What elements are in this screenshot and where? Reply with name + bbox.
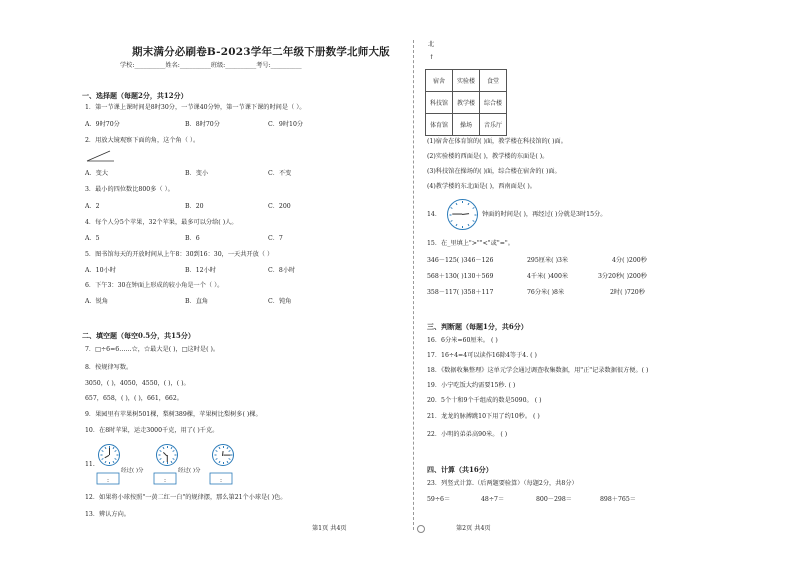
calc-2: 48÷7＝ <box>481 496 505 503</box>
clock-tick <box>112 447 114 449</box>
calc-4: 898＋765＝ <box>600 496 636 503</box>
campus-map-grid <box>425 69 507 136</box>
exam-title: 期末满分必刷卷B-2023学年二年级下册数学北师大版 <box>132 46 390 58</box>
clock-minute-hand <box>452 214 462 215</box>
section-fill-heading: 二、填空题（每空0.5分，共15分） <box>82 331 195 340</box>
question-10: 10．在8时苹果，运走3000千克，用了( )千克。 <box>85 427 219 434</box>
map-cell: 食堂 <box>480 70 507 92</box>
clock-minute-hand <box>223 455 230 456</box>
compare-r3c3: 2时( )720秒 <box>610 289 645 296</box>
clock-tick <box>215 450 217 452</box>
map-cell: 科技馆 <box>426 92 453 114</box>
question-6: 6．下午3：30在钟面上形成的较小角是一个（ ）。 <box>85 282 224 289</box>
question-7: 7．□÷6=6……☆，☆最大是( )，□这时是( )。 <box>85 346 220 353</box>
q4-option-b: B．6 <box>185 235 200 242</box>
q3-option-a: A．2 <box>85 203 100 210</box>
question-8-row-b: 657，658，( )，( )，661，662。 <box>85 395 183 402</box>
clock-tick <box>229 458 231 460</box>
compare-r3c2: 76分米( )8米 <box>527 289 565 296</box>
clock-tick <box>173 458 175 460</box>
question-14-number: 14． <box>427 211 442 218</box>
page-divider <box>413 40 414 530</box>
clock-tick <box>170 461 172 463</box>
judge-21: 21．龙龙的脉搏跳10下用了约10秒。 ( ) <box>427 413 540 420</box>
question-8-row-a: 3050，( )，4050，4550，( )，( )。 <box>85 380 190 387</box>
angle-figure <box>86 148 116 162</box>
svg-text::: : <box>163 477 167 484</box>
question-1: 1．第一节课上课时间是8时30分，一节课40分钟，第一节课下课的时间是（ ）。 <box>85 104 306 111</box>
clock-tick <box>174 455 176 456</box>
question-4: 4．每个人分5个苹果，32个苹果，最多可以分给( )人。 <box>85 219 238 226</box>
clock-hour-hand <box>462 213 469 215</box>
clock-tick <box>468 224 470 226</box>
judge-20: 20．5个十和9个千组成的数是5090。 ( ) <box>427 397 542 404</box>
clock-tick <box>455 203 457 205</box>
section-choice-heading: 一、选择题（每题2分，共12分） <box>82 91 188 100</box>
q2-option-c: C．不变 <box>268 170 292 177</box>
clock-tick <box>100 455 102 456</box>
question-5: 5．图书馆每天的开放时间从上午8：30到16：30，一天共开放（ ） <box>85 251 274 258</box>
clock-2 <box>156 444 178 466</box>
clock-tick <box>223 446 224 448</box>
direction-q2: (2)实验楼的西面是( )，教学楼的东面是( )。 <box>427 153 549 160</box>
q11-time-boxes <box>96 471 234 485</box>
q5-option-b: B．12小时 <box>185 267 216 274</box>
clock-tick <box>229 450 231 452</box>
clock-tick <box>162 447 164 449</box>
question-13: 13．辨认方向。 <box>85 511 130 518</box>
calc-1: 59÷6＝ <box>427 496 451 503</box>
student-info-line: 学校:__________姓名:__________班级:__________考号:__________ <box>120 62 302 69</box>
north-arrow-icon: ↑ <box>429 54 435 61</box>
compare-r2c1: 568＋130( )130＋569 <box>427 273 494 280</box>
clock-tick <box>101 450 103 452</box>
binding-hole <box>417 525 425 533</box>
map-cell: 宿舍 <box>426 70 453 92</box>
judge-17: 17．16÷4=4可以读作16除4等于4. ( ) <box>427 352 537 359</box>
north-label: 北 <box>428 41 435 48</box>
clock-tick <box>214 455 216 456</box>
question-23: 23．列竖式计算.（后两题要验算）（每题2分，共8分） <box>427 480 578 487</box>
clock-tick <box>472 220 474 222</box>
question-14: 钟面的时间是( )，再经过( )分就是3时15分。 <box>482 211 607 218</box>
clock-tick <box>109 462 110 464</box>
page-footer-left: 第1页 共4页 <box>312 525 347 532</box>
direction-q1: (1)宿舍在体育馆的( )面，教学楼在科技馆的( )面。 <box>427 138 567 145</box>
compare-r1c1: 346－125( )346－126 <box>427 257 494 264</box>
q1-option-a: A．9时70分 <box>85 121 120 128</box>
clock-tick <box>104 461 106 463</box>
q5-option-a: A．10小时 <box>85 267 116 274</box>
clock-tick <box>173 450 175 452</box>
clock-tick <box>226 447 228 449</box>
direction-q3: (3)科技馆在操场的( )面，综合楼在宿舍的( )面。 <box>427 168 561 175</box>
clock-tick <box>462 226 463 228</box>
clock-tick <box>226 461 228 463</box>
q3-option-b: B．20 <box>185 203 204 210</box>
q1-option-b: B．8时70分 <box>185 121 220 128</box>
map-cell: 实验楼 <box>453 70 480 92</box>
q6-option-c: C．钝角 <box>268 298 292 305</box>
clock-tick <box>218 447 220 449</box>
map-cell: 综合楼 <box>480 92 507 114</box>
question-8: 8．按规律写数。 <box>85 364 133 371</box>
page-footer-right: 第2页 共4页 <box>456 525 491 532</box>
clock-tick <box>468 203 470 205</box>
map-cell: 教学楼 <box>453 92 480 114</box>
clock-minute-hand <box>167 455 168 462</box>
clock-tick <box>167 446 168 448</box>
question-9: 9．果园里有苹果树501棵，梨树389棵，苹果树比梨树多( )棵。 <box>85 411 262 418</box>
q11-elapsed-1: 经过( )分 <box>121 468 144 474</box>
q4-option-a: A．5 <box>85 235 100 242</box>
clock-tick <box>162 461 164 463</box>
clock-tick <box>451 207 453 209</box>
clock-tick <box>451 220 453 222</box>
clock-tick <box>218 461 220 463</box>
judge-16: 16．6分米=60厘米。 ( ) <box>427 337 498 344</box>
clock-tick <box>215 458 217 460</box>
q1-option-c: C．9时10分 <box>268 121 304 128</box>
compare-r2c2: 4千米( )400米 <box>527 273 569 280</box>
q4-option-c: C．7 <box>268 235 283 242</box>
svg-text::: : <box>219 477 223 484</box>
q6-option-a: A．锐角 <box>85 298 109 305</box>
clock-tick <box>474 214 476 215</box>
clock-tick <box>223 462 224 464</box>
clock-tick <box>449 214 451 215</box>
q11-elapsed-2: 经过( )分 <box>178 468 201 474</box>
question-2: 2．用放大镜观察下面的角，这个角（ ）。 <box>85 137 200 144</box>
clock-tick <box>158 455 160 456</box>
clock-tick <box>167 462 168 464</box>
map-cell: 体育馆 <box>426 114 453 136</box>
clock-q14 <box>447 199 478 230</box>
clock-tick <box>455 224 457 226</box>
q5-option-c: C．8小时 <box>268 267 296 274</box>
clock-tick <box>112 461 114 463</box>
section-judge-heading: 三、判断题（每题1分，共6分） <box>427 322 528 331</box>
clock-tick <box>101 458 103 460</box>
clock-tick <box>115 458 117 460</box>
question-3: 3．最小的四位数比800多（ ）。 <box>85 186 174 193</box>
svg-text::: : <box>106 477 110 484</box>
clock-tick <box>104 447 106 449</box>
judge-22: 22．小明的弟弟高90米。 ( ) <box>427 431 508 438</box>
question-11: 11. <box>85 461 95 468</box>
clock-tick <box>116 455 118 456</box>
calc-3: 800－298＝ <box>536 496 572 503</box>
q6-option-b: B．直角 <box>185 298 209 305</box>
map-cell: 音乐厅 <box>480 114 507 136</box>
q3-option-c: C．200 <box>268 203 291 210</box>
compare-r2c3: 3分20秒( )200秒 <box>598 273 647 280</box>
section-calc-heading: 四、计算（共16分） <box>427 465 493 474</box>
clock-tick <box>462 201 463 203</box>
clock-minute-hand <box>109 448 110 455</box>
q2-option-a: A．变大 <box>85 170 109 177</box>
judge-18: 18．《数据收集整理》这单元学会通过调查收集数据，用"正"记录数据很方便。( ) <box>427 367 649 374</box>
question-15: 15．在_里填上">""<"或"="。 <box>427 240 514 247</box>
q2-option-b: B．变小 <box>185 170 209 177</box>
clock-tick <box>159 458 161 460</box>
clock-tick <box>115 450 117 452</box>
clock-3 <box>212 444 234 466</box>
clock-tick <box>159 450 161 452</box>
map-cell: 操场 <box>453 114 480 136</box>
clock-tick <box>170 447 172 449</box>
direction-q4: (4)教学楼的东北面是( )，西南面是( )。 <box>427 183 536 190</box>
compare-r1c2: 295厘米( )3米 <box>527 257 569 264</box>
clock-tick <box>472 207 474 209</box>
clock-1 <box>98 444 120 466</box>
compare-r3c1: 358－117( )358＋117 <box>427 289 494 296</box>
question-12: 12．如果将小球按照"一黄二红一白"的规律摆，那么第21个小球是( )色。 <box>85 494 287 501</box>
compare-r1c3: 4分( )200秒 <box>612 257 647 264</box>
judge-19: 19．小宁吃饭大约需要15秒. ( ) <box>427 382 516 389</box>
